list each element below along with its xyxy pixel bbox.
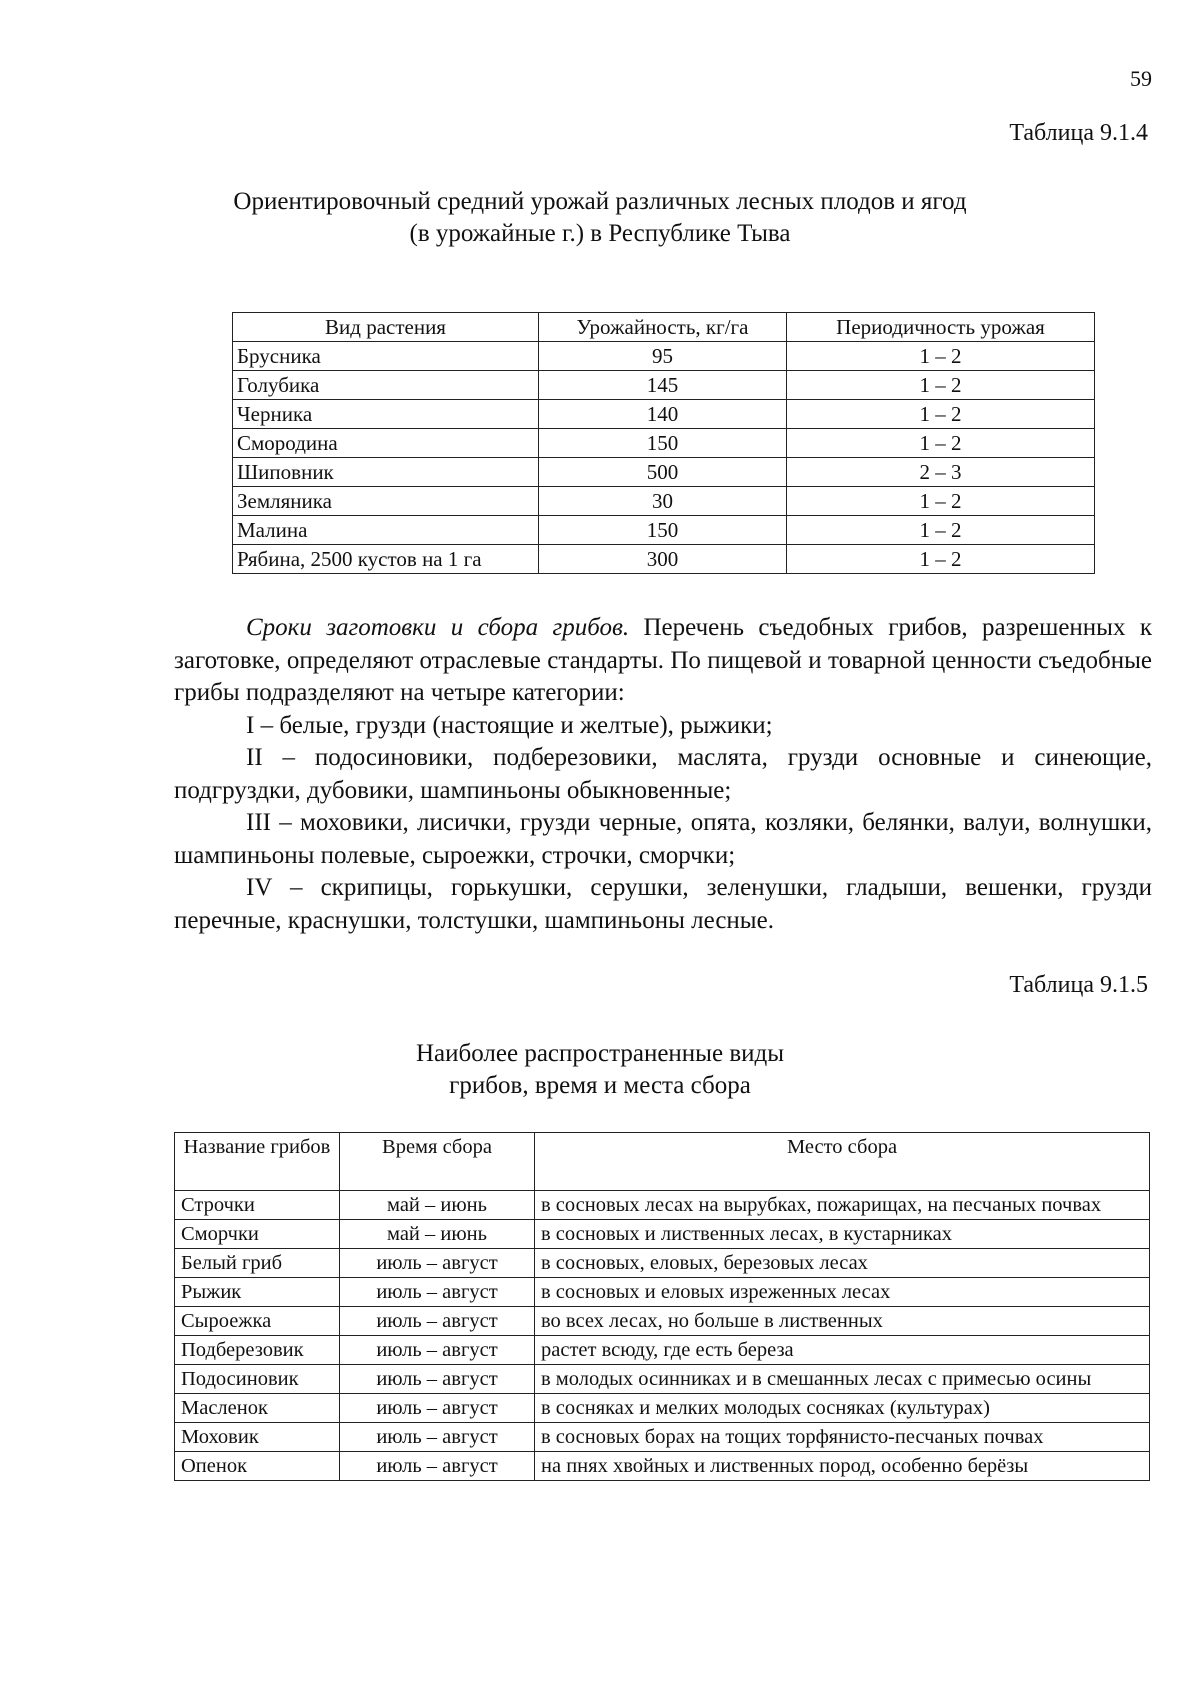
paragraph-intro-text: Перечень съедобных грибов, разрешенных к заготовке, определяют отраслевые стандарты. По пищевой и товарной ценности съедобные грибы подразделяют на четыре категории: (174, 614, 1152, 706)
category-3: III – моховики, лисички, грузди черные, опята, козляки, белянки, валуи, волнушки, шампиньоны полевые, сыроежки, строчки, сморчки; (174, 809, 1152, 869)
table-cell: в молодых осинниках и в смешанных лесах с примесью осины (535, 1365, 1150, 1394)
berry-yield-table (232, 312, 1095, 574)
table-cell: 30 (539, 487, 787, 516)
table-cell: 1 – 2 (787, 487, 1095, 516)
table-cell: июль – август (340, 1249, 535, 1278)
table-cell: Смородина (233, 429, 539, 458)
table-row (175, 1423, 1150, 1452)
table-cell: в сосновых борах на тощих торфянисто-песчаных почвах (535, 1423, 1150, 1452)
table-cell: 1 – 2 (787, 429, 1095, 458)
table2-title-line: Наиболее распространенные виды (415, 1040, 785, 1067)
table-cell: Подосиновик (175, 1365, 340, 1394)
table-cell: в сосняках и мелких молодых сосняках (культурах) (535, 1394, 1150, 1423)
table-cell: Моховик (175, 1423, 340, 1452)
table-cell: 300 (539, 545, 787, 574)
table-cell: в сосновых и еловых изреженных лесах (535, 1278, 1150, 1307)
table-cell: май – июнь (340, 1220, 535, 1249)
table-row (233, 429, 1095, 458)
table-cell: 1 – 2 (787, 371, 1095, 400)
table1-label: Таблица 9.1.4 (1009, 120, 1148, 146)
table-row (175, 1365, 1150, 1394)
table-cell: Масленок (175, 1394, 340, 1423)
table-cell: Черника (233, 400, 539, 429)
table-row (175, 1307, 1150, 1336)
table-row (233, 458, 1095, 487)
table1-title-line: Ориентировочный средний урожай различных лесных плодов и ягод (233, 188, 967, 215)
table1-title (0, 186, 1200, 250)
table-cell: июль – август (340, 1423, 535, 1452)
table-cell: 145 (539, 371, 787, 400)
table-cell: июль – август (340, 1452, 535, 1481)
table-cell: Рыжик (175, 1278, 340, 1307)
table-cell: 1 – 2 (787, 516, 1095, 545)
header-collection-place: Место сбора (535, 1133, 1150, 1191)
table-row (175, 1220, 1150, 1249)
table-row (175, 1394, 1150, 1423)
table-cell: Подберезовик (175, 1336, 340, 1365)
table-cell: май – июнь (340, 1191, 535, 1220)
table-cell: июль – август (340, 1365, 535, 1394)
table-cell: в сосновых и лиственных лесах, в кустарниках (535, 1220, 1150, 1249)
header-periodicity: Периодичность урожая (787, 313, 1095, 342)
mushroom-table (174, 1132, 1150, 1481)
mushroom-categories-text (174, 612, 1152, 937)
table-row (175, 1452, 1150, 1481)
header-plant-type: Вид растения (233, 313, 539, 342)
header-mushroom-name: Название грибов (175, 1133, 340, 1191)
table-cell: Опенок (175, 1452, 340, 1481)
table-cell: Рябина, 2500 кустов на 1 га (233, 545, 539, 574)
table-cell: июль – август (340, 1394, 535, 1423)
category-4: IV – скрипицы, горькушки, серушки, зеленушки, гладыши, вешенки, грузди перечные, краснушки, толстушки, шампиньоны лесные. (174, 874, 1152, 934)
table-row (175, 1191, 1150, 1220)
table-cell: 2 – 3 (787, 458, 1095, 487)
table-cell: в сосновых, еловых, березовых лесах (535, 1249, 1150, 1278)
table-row (233, 371, 1095, 400)
table-header-row (175, 1133, 1150, 1191)
table-cell: в сосновых лесах на вырубках, пожарищах, на песчаных почвах (535, 1191, 1150, 1220)
table-cell: Голубика (233, 371, 539, 400)
table-cell: 150 (539, 429, 787, 458)
page-number: 59 (1130, 66, 1152, 91)
table-cell: 140 (539, 400, 787, 429)
table-row (175, 1249, 1150, 1278)
table-cell: 1 – 2 (787, 545, 1095, 574)
category-1: I – белые, грузди (настоящие и желтые), рыжики; (246, 711, 773, 739)
table-cell: растет всюду, где есть береза (535, 1336, 1150, 1365)
paragraph-lead: Сроки заготовки и сбора грибов. (246, 614, 630, 641)
table-cell: июль – август (340, 1336, 535, 1365)
table-cell: Малина (233, 516, 539, 545)
header-collection-time: Время сбора (340, 1133, 535, 1191)
header-yield: Урожайность, кг/га (539, 313, 787, 342)
table-cell: 1 – 2 (787, 400, 1095, 429)
table2-label: Таблица 9.1.5 (1009, 972, 1148, 998)
table-cell: 1 – 2 (787, 342, 1095, 371)
table-cell: 150 (539, 516, 787, 545)
table-row (175, 1278, 1150, 1307)
table1-title-line: (в урожайные г.) в Республике Тыва (409, 220, 791, 247)
table-cell: Брусника (233, 342, 539, 371)
table-cell: 500 (539, 458, 787, 487)
paragraph-intro (174, 612, 1152, 710)
table-cell: Сморчки (175, 1220, 340, 1249)
table-row (233, 545, 1095, 574)
table-row (175, 1336, 1150, 1365)
table-row (233, 516, 1095, 545)
table-cell: июль – август (340, 1278, 535, 1307)
table-row (233, 400, 1095, 429)
table-row (233, 342, 1095, 371)
table-cell: на пнях хвойных и лиственных пород, особенно берёзы (535, 1452, 1150, 1481)
table-cell: Строчки (175, 1191, 340, 1220)
category-2: II – подосиновики, подберезовики, маслята, грузди основные и синеющие, подгруздки, дубовики, шампиньоны обыкновенные; (174, 744, 1152, 804)
table-cell: во всех лесах, но больше в лиственных (535, 1307, 1150, 1336)
table-header-row (233, 313, 1095, 342)
table2-title (0, 1038, 1200, 1102)
table-cell: Шиповник (233, 458, 539, 487)
table-cell: Белый гриб (175, 1249, 340, 1278)
table-cell: 95 (539, 342, 787, 371)
table-cell: июль – август (340, 1307, 535, 1336)
table-cell: Сыроежка (175, 1307, 340, 1336)
table-cell: Земляника (233, 487, 539, 516)
table2-title-line: грибов, время и места сбора (449, 1072, 751, 1099)
table-row (233, 487, 1095, 516)
